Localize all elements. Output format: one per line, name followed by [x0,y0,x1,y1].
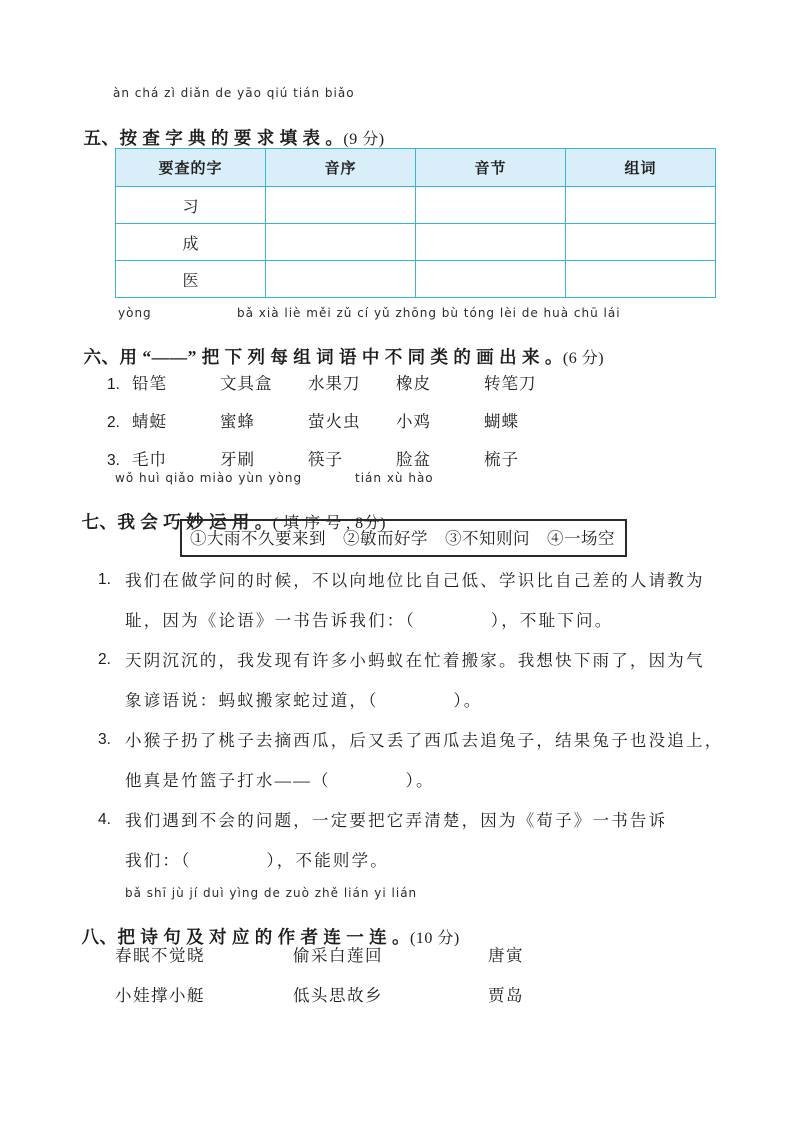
option-3: ③不知则问 [445,529,530,548]
fill-item-number: 4. [98,811,111,828]
fill-item-1 [98,570,758,632]
fill-item-number: 1. [98,571,111,588]
answer-options-box [180,519,627,557]
dictionary-table [115,148,716,298]
section8-title: 八、把 诗 句 及 对 应 的 作 者 连 一 连 。 [81,927,410,947]
table-empty-cell [416,261,566,298]
poem-line: 春眠不觉晓 [115,946,205,965]
table-empty-cell [266,187,416,224]
section8-score: (10 分) [410,930,460,947]
word-item: 脸盆 [396,450,431,469]
section6-title: 六、用 “——” 把 下 列 每 组 词 语 中 不 同 类 的 画 出 来 。 [83,347,563,367]
table-row [116,261,716,298]
fill-item-line1: 我们遇到不会的问题，一定要把它弄清楚，因为《荀子》一书告诉 [125,811,668,830]
table-empty-cell [266,224,416,261]
word-item: 转笔刀 [484,374,537,393]
word-item: 蜻蜓 [132,412,167,431]
word-group-1 [107,370,572,394]
option-1: ①大雨不久要来到 [190,529,326,548]
word-item: 蝴蝶 [484,412,519,431]
word-item: 铅笔 [132,374,167,393]
word-group-number: 1. [107,376,120,393]
table-empty-cell [266,261,416,298]
word-item: 蜜蜂 [220,412,255,431]
table-empty-cell [566,261,716,298]
poem-line: 小娃撑小艇 [115,986,205,1005]
table-char-cell: 成 [116,224,266,261]
word-group-3 [107,446,572,470]
table-header-char: 要查的字 [116,149,266,187]
table-empty-cell [416,187,566,224]
fill-item-2 [98,650,758,712]
fill-item-line2: 我们：（ ），不能则学。 [125,851,389,870]
word-item: 梳子 [484,450,519,469]
section6-score: (6 分) [562,350,605,367]
word-group-number: 2. [107,414,120,431]
fill-item-line2: 他真是竹篮子打水——（ ）。 [125,771,435,790]
fill-item-4 [98,810,758,872]
fill-item-line1: 小猴子扔了桃子去摘西瓜，后又丢了西瓜去追兔子，结果兔子也没追上， [125,731,724,750]
table-empty-cell [566,224,716,261]
section6-pinyin-part1: yòng [118,306,152,320]
table-char-cell: 医 [116,261,266,298]
poem-line: 偷采白莲回 [293,946,383,965]
poem-line: 低头思故乡 [293,986,383,1005]
fill-item-line1: 天阴沉沉的，我发现有许多小蚂蚁在忙着搬家。我想快下雨了，因为气 [125,651,705,670]
table-empty-cell [416,224,566,261]
word-item: 萤火虫 [308,412,361,431]
fill-item-line1: 我们在做学问的时候，不以向地位比自己低、学识比自己差的人请教为 [125,571,705,590]
section7-title: 七、我 会 巧 妙 运 用 。 [81,512,273,532]
table-row [116,187,716,224]
section5-title: 五、按 查 字 典 的 要 求 填 表 。 [83,128,344,148]
section6-pinyin-part2: bǎ xià liè měi zǔ cí yǔ zhōng bù tóng lèi de huà chū lái [237,306,621,320]
word-item: 筷子 [308,450,343,469]
section7-score: ( 填 序 号 , 8分) [272,515,386,532]
section8-pinyin: bǎ shī jù jí duì yìng de zuò zhě lián yi lián [125,886,418,900]
section7-pinyin-part2: tián xù hào [355,471,434,485]
option-2: ②敏而好学 [343,529,428,548]
section5-score: (9 分) [343,131,385,148]
fill-item-line2: 象谚语说：蚂蚁搬家蛇过道，（ ）。 [125,691,483,710]
fill-item-number: 2. [98,651,111,668]
word-item: 水果刀 [308,374,361,393]
word-group-2 [107,408,572,432]
word-group-number: 3. [107,452,120,469]
option-4: ④一场空 [547,529,615,548]
fill-item-3 [98,730,758,792]
table-header-zuci: 组词 [566,149,716,187]
table-row [116,224,716,261]
poet-name: 唐寅 [488,946,524,965]
section7-pinyin-part1: wǒ huì qiǎo miào yùn yòng [115,471,303,485]
word-item: 毛巾 [132,450,167,469]
poet-name: 贾岛 [488,986,524,1005]
table-header-yinxu: 音序 [266,149,416,187]
connect-row-2 [115,982,524,1006]
table-char-cell: 习 [116,187,266,224]
word-item: 牙刷 [220,450,255,469]
connect-row-1 [115,942,524,966]
word-item: 小鸡 [396,412,431,431]
table-header-row [116,149,716,187]
word-item: 橡皮 [396,374,431,393]
section5-pinyin: àn chá zì diǎn de yāo qiú tián biǎo [113,86,355,100]
word-item: 文具盒 [220,374,273,393]
fill-item-line2: 耻，因为《论语》一书告诉我们：（ ），不耻下问。 [125,611,614,630]
fill-item-number: 3. [98,731,111,748]
table-empty-cell [566,187,716,224]
table-header-yinjie: 音节 [416,149,566,187]
